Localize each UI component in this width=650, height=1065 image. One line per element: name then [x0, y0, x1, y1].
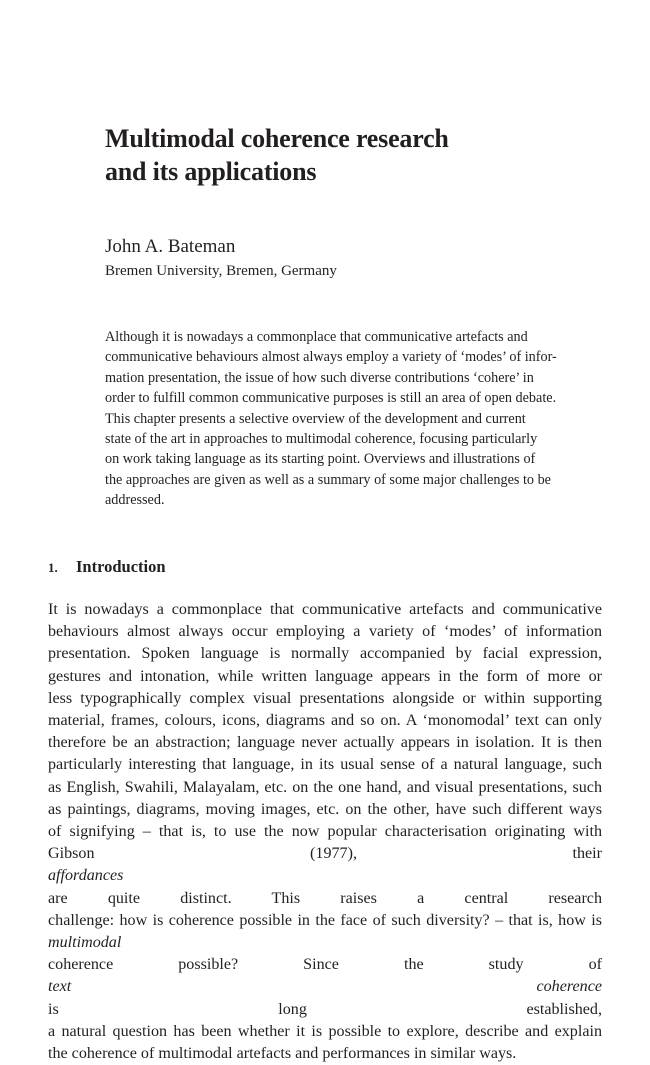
abstract-line: mation presentation, the issue of how such diverse contributions ‘cohere’ in: [105, 369, 534, 386]
abstract: [105, 327, 605, 511]
body-line: It is nowadays a commonplace that communicative artefacts and communicative: [48, 601, 602, 618]
body-text-run: coherence possible? Since the study of: [48, 956, 602, 974]
section-title: Introduction: [76, 557, 166, 576]
emphasis-affordances: affordances: [48, 867, 124, 885]
body-text-run: are quite distinct. This raises a central research: [48, 889, 602, 907]
body-line: behaviours almost always occur employing a variety of ‘modes’ of information: [48, 623, 602, 641]
title-line: and its applications: [105, 157, 317, 186]
body-text-run: is long established,: [48, 1000, 602, 1018]
body-line: particularly interesting that language, in its usual sense of a natural language, such: [48, 756, 602, 774]
body-line: as English, Swahili, Malayalam, etc. on the one hand, and visual presentations, such: [48, 778, 602, 796]
section-heading: [48, 556, 166, 578]
body-line: a natural question has been whether it is possible to explore, describe and explain: [48, 1022, 602, 1040]
abstract-line: communicative behaviours almost always employ a variety of ‘modes’ of infor-: [105, 349, 557, 366]
abstract-line: Although it is nowadays a commonplace that communicative artefacts and: [105, 329, 528, 345]
emphasis-multimodal: multimodal: [48, 934, 122, 952]
abstract-line: the approaches are given as well as a summary of some major challenges to be: [105, 471, 551, 488]
body-line: challenge: how is coherence possible in the face of such diversity? – that is, how is: [48, 911, 602, 929]
body-line: the coherence of multimodal artefacts and performances in similar ways.: [48, 1045, 517, 1063]
body-line: presentation. Spoken language is normally accompanied by facial expression,: [48, 645, 602, 663]
abstract-line: addressed.: [105, 492, 165, 509]
article-title: [105, 122, 565, 188]
body-line: as paintings, diagrams, moving images, etc. on the other, have such different ways: [48, 800, 602, 818]
abstract-line: on work taking language as its starting point. Overviews and illustrations of: [105, 451, 536, 468]
author-name: John A. Bateman: [105, 236, 236, 257]
body-text-run: Gibson (1977), their: [48, 845, 602, 863]
abstract-line: state of the art in approaches to multimodal coherence, focusing particularly: [105, 431, 538, 448]
body-line: material, frames, colours, icons, diagrams and so on. A ‘monomodal’ text can only: [48, 712, 602, 730]
body-line: therefore be an abstraction; language never actually appears in isolation. It is then: [48, 734, 602, 752]
title-line: Multimodal coherence research: [105, 124, 449, 153]
abstract-line: order to fulfill common communicative purposes is still an area of open debate.: [105, 390, 557, 407]
body-line: less typographically complex visual presentations alongside or within supporting: [48, 689, 602, 707]
emphasis-text-coherence: text coherence: [48, 978, 602, 996]
body-line: [48, 843, 602, 910]
author-affiliation: Bremen University, Bremen, Germany: [105, 263, 337, 279]
body-line: of signifying – that is, to use the now popular characterisation originating with: [48, 823, 602, 841]
body-line: [48, 932, 602, 1021]
section-number: 1.: [48, 560, 58, 575]
abstract-line: This chapter presents a selective overview of the development and current: [105, 410, 526, 427]
body-paragraph: [48, 599, 602, 1065]
body-line: gestures and intonation, while written language appears in the form of more or: [48, 667, 602, 685]
